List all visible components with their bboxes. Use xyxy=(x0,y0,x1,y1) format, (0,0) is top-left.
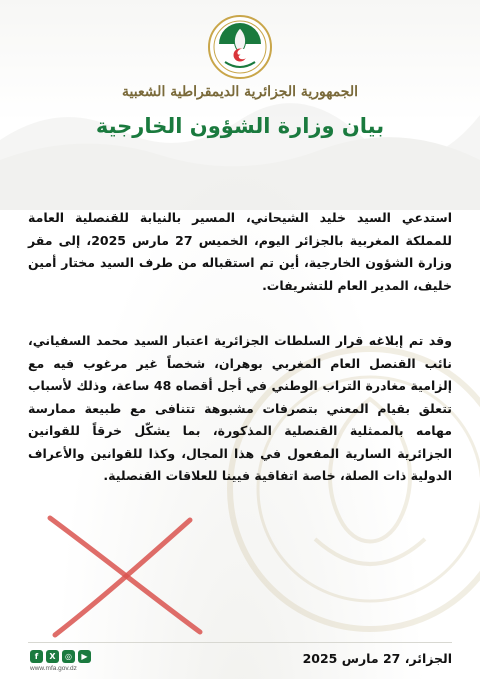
social-icons xyxy=(30,650,91,663)
statement-paragraph-1: استدعي السيد خليد الشيحاني، المسير بالنيابة للقنصلية العامة للمملكة المغربية بالجزائر اليوم، الخميس 27 مارس 2025، إلى مقر وزارة الشؤون الخارجية، أين تم استقباله من طرف السيد مختار أمين خليف، المدير العام للتشريفات. xyxy=(28,210,452,293)
x-icon[interactable]: X xyxy=(46,650,59,663)
footer-divider xyxy=(28,642,452,643)
red-cross-mark-icon xyxy=(40,510,210,640)
algeria-emblem-icon xyxy=(207,14,273,80)
website-link[interactable]: www.mfa.gov.dz xyxy=(30,665,77,672)
statement-paragraph-2: وقد تم إبلاغه قرار السلطات الجزائرية اعتبار السيد محمد السفياني، نائب القنصل العام المغربي بوهران، شخصاً غير مرغوب فيه مع إلزامية مغادرة التراب الوطني في أجل أقصاه 48 ساعة، وذلك لأسباب تتعلق بقيام المعني بتصرفات مشبوهة تتنافى مع طبيعة ممارسة مهامه بالممثلية القنصلية المذكورة، بما يشكّل خرقاً للقوانين الجزائرية السارية المفعول في هذا المجال، وكذا للقوانين والأعراف الدولية ذات الصلة، خاصة اتفاقية فيينا للعلاقات القنصلية. xyxy=(28,333,452,483)
republic-name: الجمهورية الجزائرية الديمقراطية الشعبية xyxy=(121,84,358,100)
instagram-icon[interactable]: ◎ xyxy=(62,650,75,663)
dateline: الجزائر، 27 مارس 2025 xyxy=(302,651,452,666)
facebook-icon[interactable]: f xyxy=(30,650,43,663)
youtube-icon[interactable]: ▶ xyxy=(78,650,91,663)
page-title: بيان وزارة الشؤون الخارجية xyxy=(95,114,385,138)
